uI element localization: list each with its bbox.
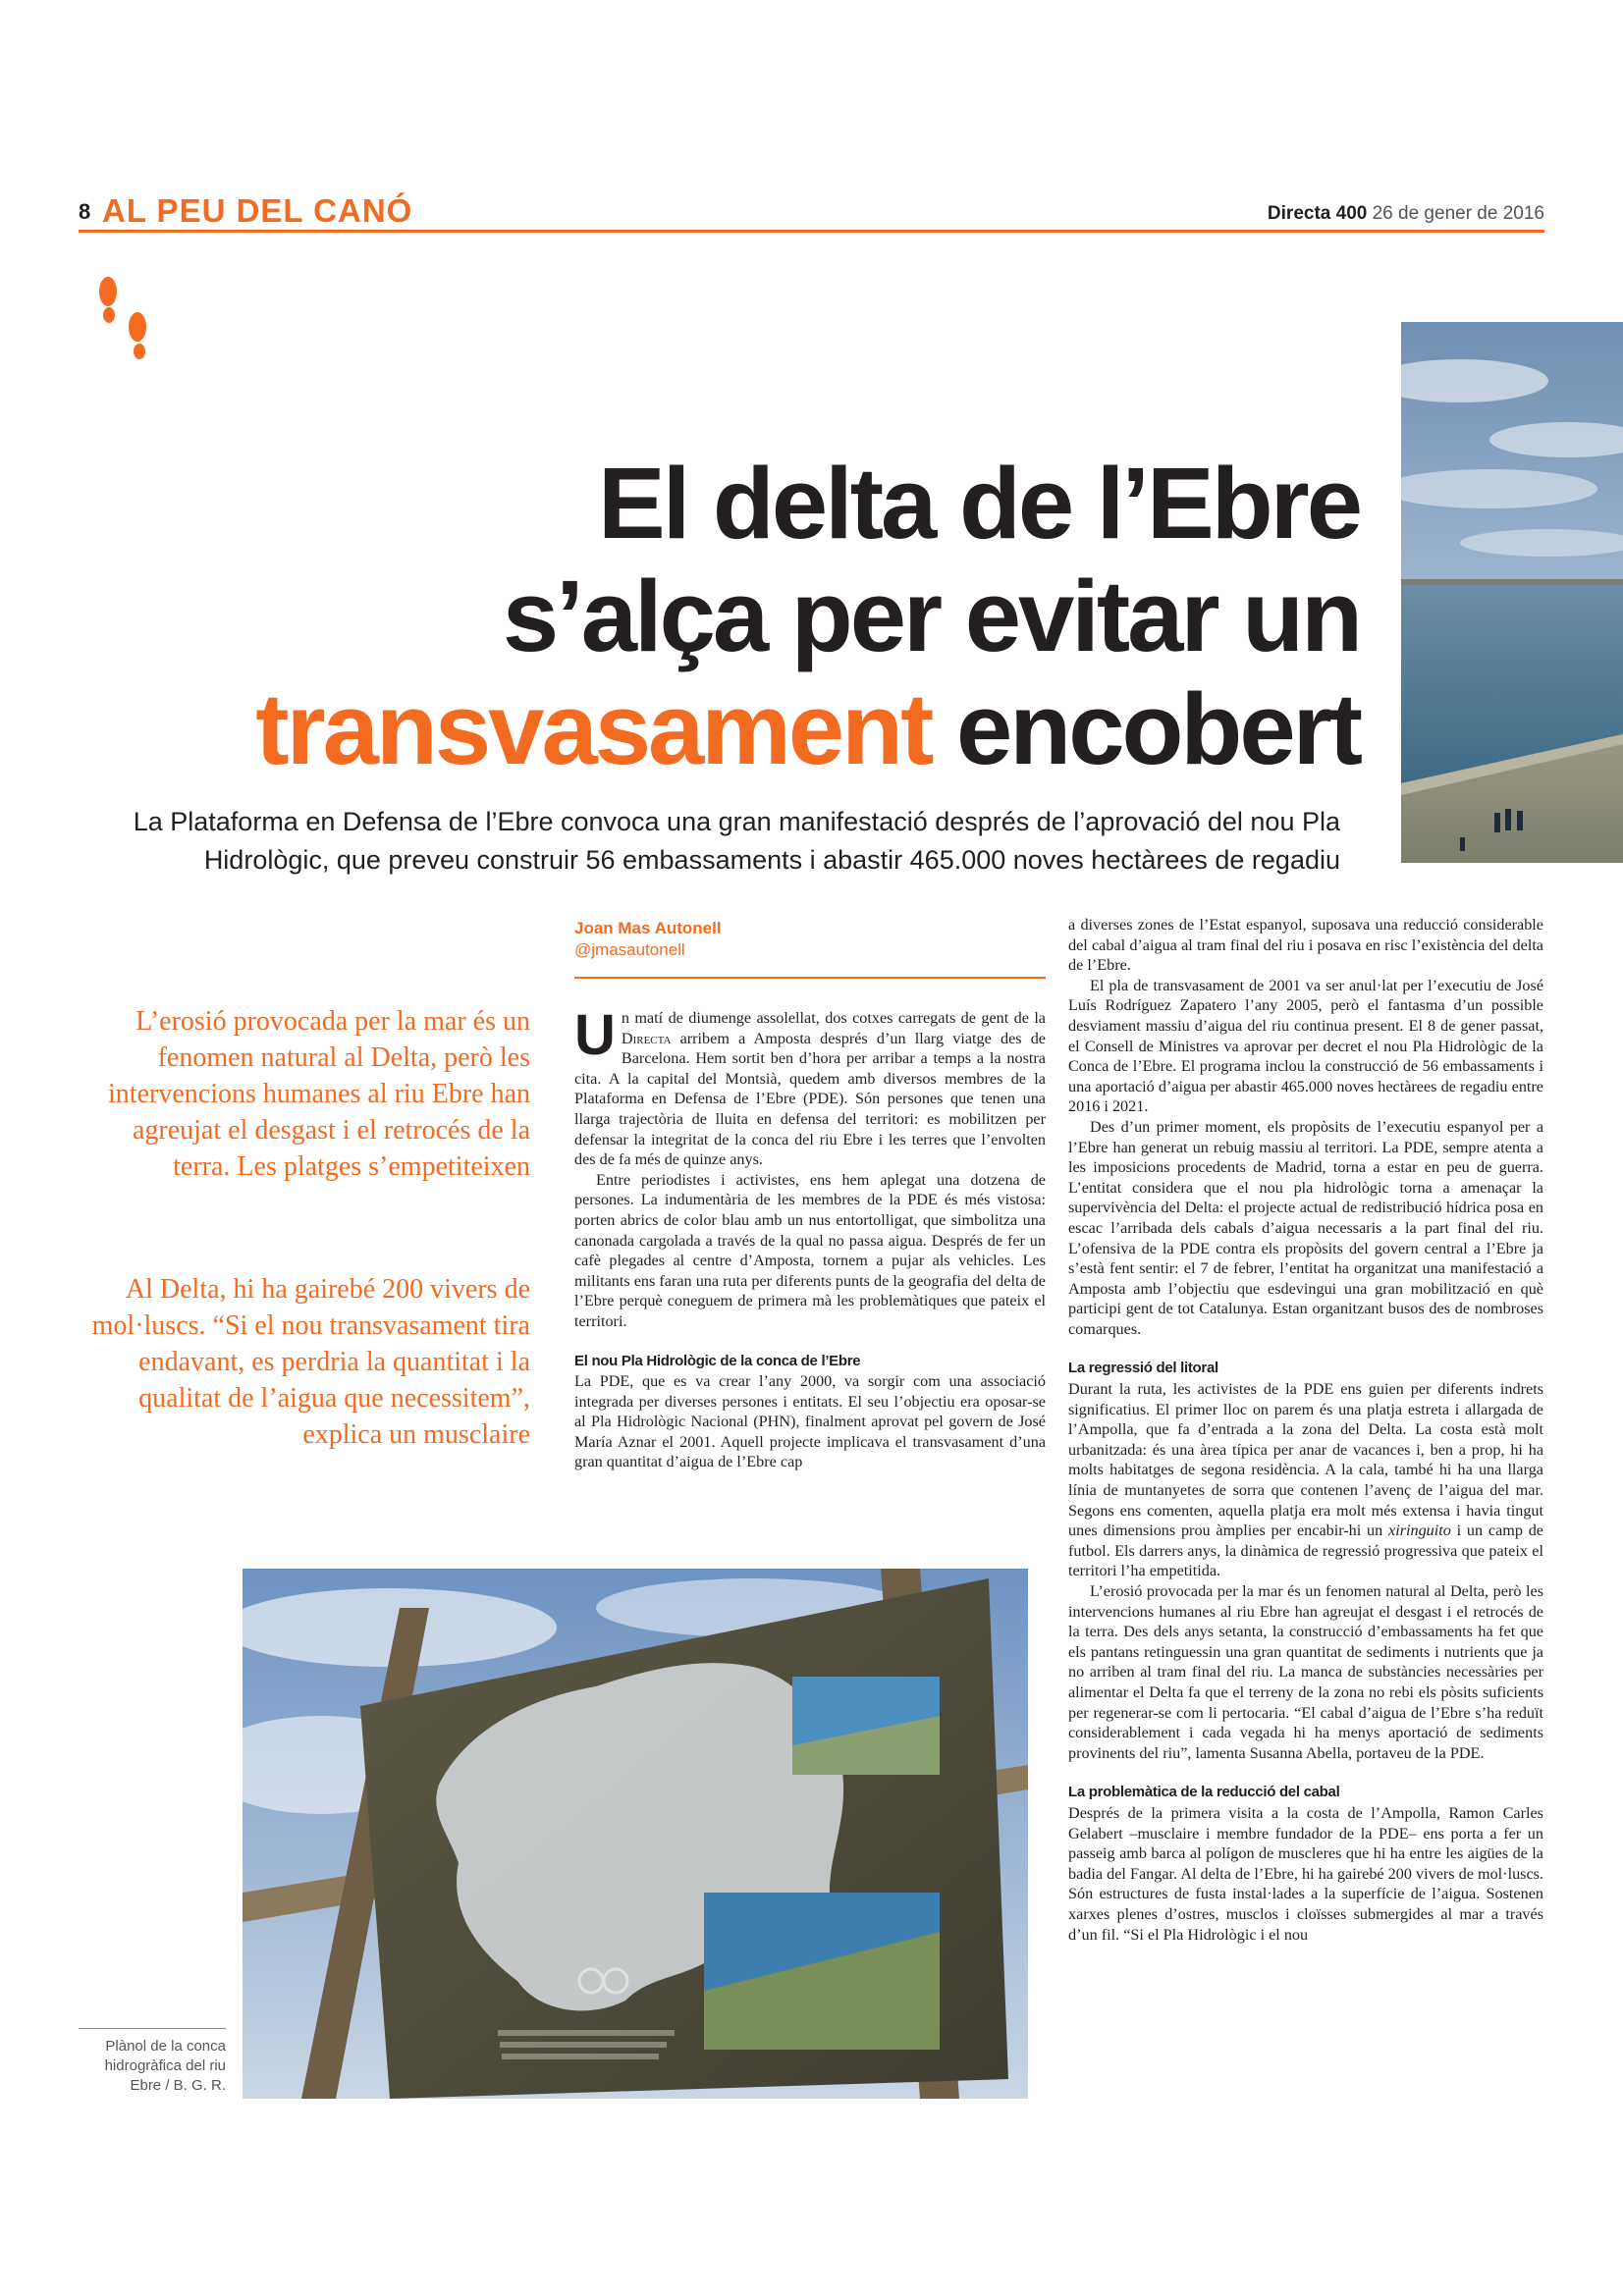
italic-term: xiringuito [1388, 1522, 1451, 1540]
issue-info [1268, 203, 1544, 225]
river-photo [1401, 322, 1623, 863]
article-paragraph: Des d’un primer moment, els propòsits de l’executiu espanyol per a l’Ebre han generat un rebuig massiu al territori. La PDE, sempre atenta a les imposicions procedents de Madrid, torna a estar en peu de guerra. L’entitat considera que el nou pla hidrològic torna a amenaçar la supervivència del Delta: el projecte actual de redistribució hídrica posa en escac l’arribada dels cabals d’aigua necessaris a la part final del riu. L’ofensiva de la PDE contra els propòsits del govern central a l’Ebre ja s’està fent sentir: el 7 de febrer, l’entitat ha organitzat una manifestació a Amposta amb l’objectiu que esdevingui una gran mobilització en què participi gent de tot Catalunya. Estan organitzant busos des de nombroses comarques. [1068, 1117, 1543, 1338]
article-headline [59, 447, 1360, 785]
author-handle: @jmasautonell [574, 940, 685, 959]
byline-divider [574, 977, 1046, 979]
paragraph-text: i un camp de futbol. Els darrers anys, la dinàmica de regressió progressiva que pateix el territori l’ha empetitida. [1068, 1522, 1543, 1580]
article-paragraph: a diverses zones de l’Estat espanyol, suposava una reducció considerable del cabal d’aigua al tram final del riu i posava en risc l’existència del delta de l’Ebre. [1068, 916, 1543, 975]
headline-line-2: s’alça per evitar un [502, 560, 1360, 672]
article-paragraph: L’erosió provocada per la mar és un fenomen natural al Delta, però les intervencions humanes al riu Ebre han agreujat el desgast i el retrocés de la terra. Des dels anys setanta, la construcció d’embassaments ha fet que els pantans retinguessin una gran quantitat de sediments i nutrients que ja no arriben al tram final del riu. La manca de substàncies necessàries per alimentar el Delta fa que el terreny de la zona no rebi els pòsits suficients per regenerar-se com li pertocaria. “El cabal d’aigua de l’Ebre s’ha reduït considerablement i cada vegada hi ha menys aportació de sediments provinents del riu”, lamenta Susanna Abella, portaveu de la PDE. [1068, 1582, 1543, 1762]
publication-name: Directa 400 [1267, 203, 1368, 224]
page-number: 8 [79, 199, 91, 224]
paragraph-text: n matí de diumenge assolellat, dos cotxes carregats de gent de la [621, 1009, 1046, 1027]
section-heading: La problemàtica de la reducció del cabal [1068, 1784, 1340, 1801]
publication-mention: Directa [621, 1029, 672, 1047]
headline-rest: encobert [931, 672, 1360, 785]
author-name: Joan Mas Autonell [574, 919, 722, 937]
section-title: AL PEU DEL CANÓ [102, 192, 413, 229]
caption-divider [79, 2028, 226, 2029]
article-paragraph [1068, 1379, 1543, 1581]
paragraph-text: Durant la ruta, les activistes de la PDE ens guien per diferents indrets significatius. El primer lloc on parem és una platja estreta i allargada de l’Ampolla, que fa d’entrada a la zona del Delta. La costa està molt urbanitzada: és una àrea típica per anar de vacances i, ben a prop, hi ha molts habitatges de segona residència. A la cala, també hi ha una llarga línia de muntanyetes de sorra que contenen l’avenç de l’aigua del mar. Segons ens comenten, aquella platja era molt més extensa i havia tingut unes dimensions prou àmplies per encabir-hi un [1068, 1380, 1543, 1540]
headline-highlight: transvasament [255, 672, 932, 785]
headline-line-3 [59, 672, 1360, 785]
header-divider [79, 230, 1544, 233]
article-column-2 [1068, 915, 1543, 1945]
section-heading: El nou Pla Hidrològic de la conca de l’Ebre [574, 1352, 861, 1369]
pull-quote: Al Delta, hi ha gairebé 200 vivers de mol·luscs. “Si el nou transvasament tira endavant, es perdria la quantitat i la qualitat de l’aigua que necessitem”, explica un musclaire [91, 1274, 530, 1450]
drop-cap: U [574, 1003, 616, 1067]
section-heading: La regressió del litoral [1068, 1360, 1218, 1377]
issue-date: 26 de gener de 2016 [1372, 203, 1544, 224]
article-paragraph [574, 1003, 1046, 1170]
article-paragraph: El pla de transvasament de 2001 va ser anul·lat per l’executiu de José Luís Rodríguez Zapatero l’any 2005, però el fantasma d’un possible desviament massiu d’aigua del riu continua present. El 8 de gener passat, el Consell de Ministres va aprovar per decret el nou Pla Hidrològic de la Conca de l’Ebre. El programa inclou la construcció de 56 embassaments i una aportació d’aigua per abastir 465.000 noves hectàrees de regadiu entre 2016 i 2021. [1068, 976, 1543, 1116]
photo-caption: Plànol de la conca hidrogràfica del riu Ebre / B. G. R. [104, 2038, 226, 2094]
article-paragraph: Després de la primera visita a la costa de l’Ampolla, Ramon Carles Gelabert –musclaire i membre fundador de la PDE– ens porta a fer un passeig amb barca al polígon de muscleres que hi ha entre les aigües de la badia del Fangar. Al delta de l’Ebre, hi ha gairebé 200 vivers de mol·luscs. Són estructures de fusta instal·lades a la superfície de l’aigua. Sostenen xarxes plenes d’ostres, musclos i cloïsses submergides al mar a través d’un fil. “Si el Pla Hidrològic i el nou [1068, 1803, 1543, 1944]
article-standfirst: La Plataforma en Defensa de l’Ebre convoca una gran manifestació després de l’aprovació del nou Pla Hidrològic, que preveu construir 56 embassaments i abastir 465.000 noves hectàrees de regadiu [133, 807, 1340, 875]
basin-map-photo [243, 1569, 1028, 2099]
article-paragraph: Entre periodistes i activistes, ens hem aplegat una dotzena de persones. La indumentària de les membres de la PDE és més vistosa: porten abrics de color blau amb un nus entortolligat, que simbolitza una canonada cargolada a través de la qual no passa aigua. Després de fer un cafè plegades al centre d’Amposta, tornem a pujar als vehicles. Les militants ens faran una ruta per diferents punts de la geografia del delta de l’Ebre perquè coneguem de primera mà les problemàtiques que pateix el territori. [574, 1170, 1046, 1330]
headline-line-1: El delta de l’Ebre [598, 447, 1360, 560]
article-column-1 [574, 1003, 1046, 1472]
pull-quote: L’erosió provocada per la mar és un fenomen natural al Delta, però les intervencions humanes al riu Ebre han agreujat el desgast i el retrocés de la terra. Les platges s’empetiteixen [108, 1006, 530, 1182]
article-paragraph: La PDE, que es va crear l’any 2000, va sorgir com una associació integrada per diverses persones i entitats. El seu l’objectiu era oposar-se al Pla Hidrològic Nacional (PHN), finalment aprovat pel govern de José María Aznar el 2001. Aquell projecte implicava el transvasament d’una gran quantitat d’aigua de l’Ebre cap [574, 1372, 1046, 1471]
paragraph-text: arribem a Amposta després d’un llarg viatge des de Barcelona. Hem sortit ben d’hora per arribar a temps a la nostra cita. A la capital del Montsià, quedem amb diversos membres de la Plataforma en Defensa de l’Ebre (PDE). Són persones que tenen una llarga trajectòria de lluita en defensa del territori: es mobilitzen per defensar la integritat de la conca del riu Ebre i les terres que l’envolten des de fa més de quinze anys. [574, 1029, 1046, 1169]
footprints-icon [90, 270, 169, 368]
